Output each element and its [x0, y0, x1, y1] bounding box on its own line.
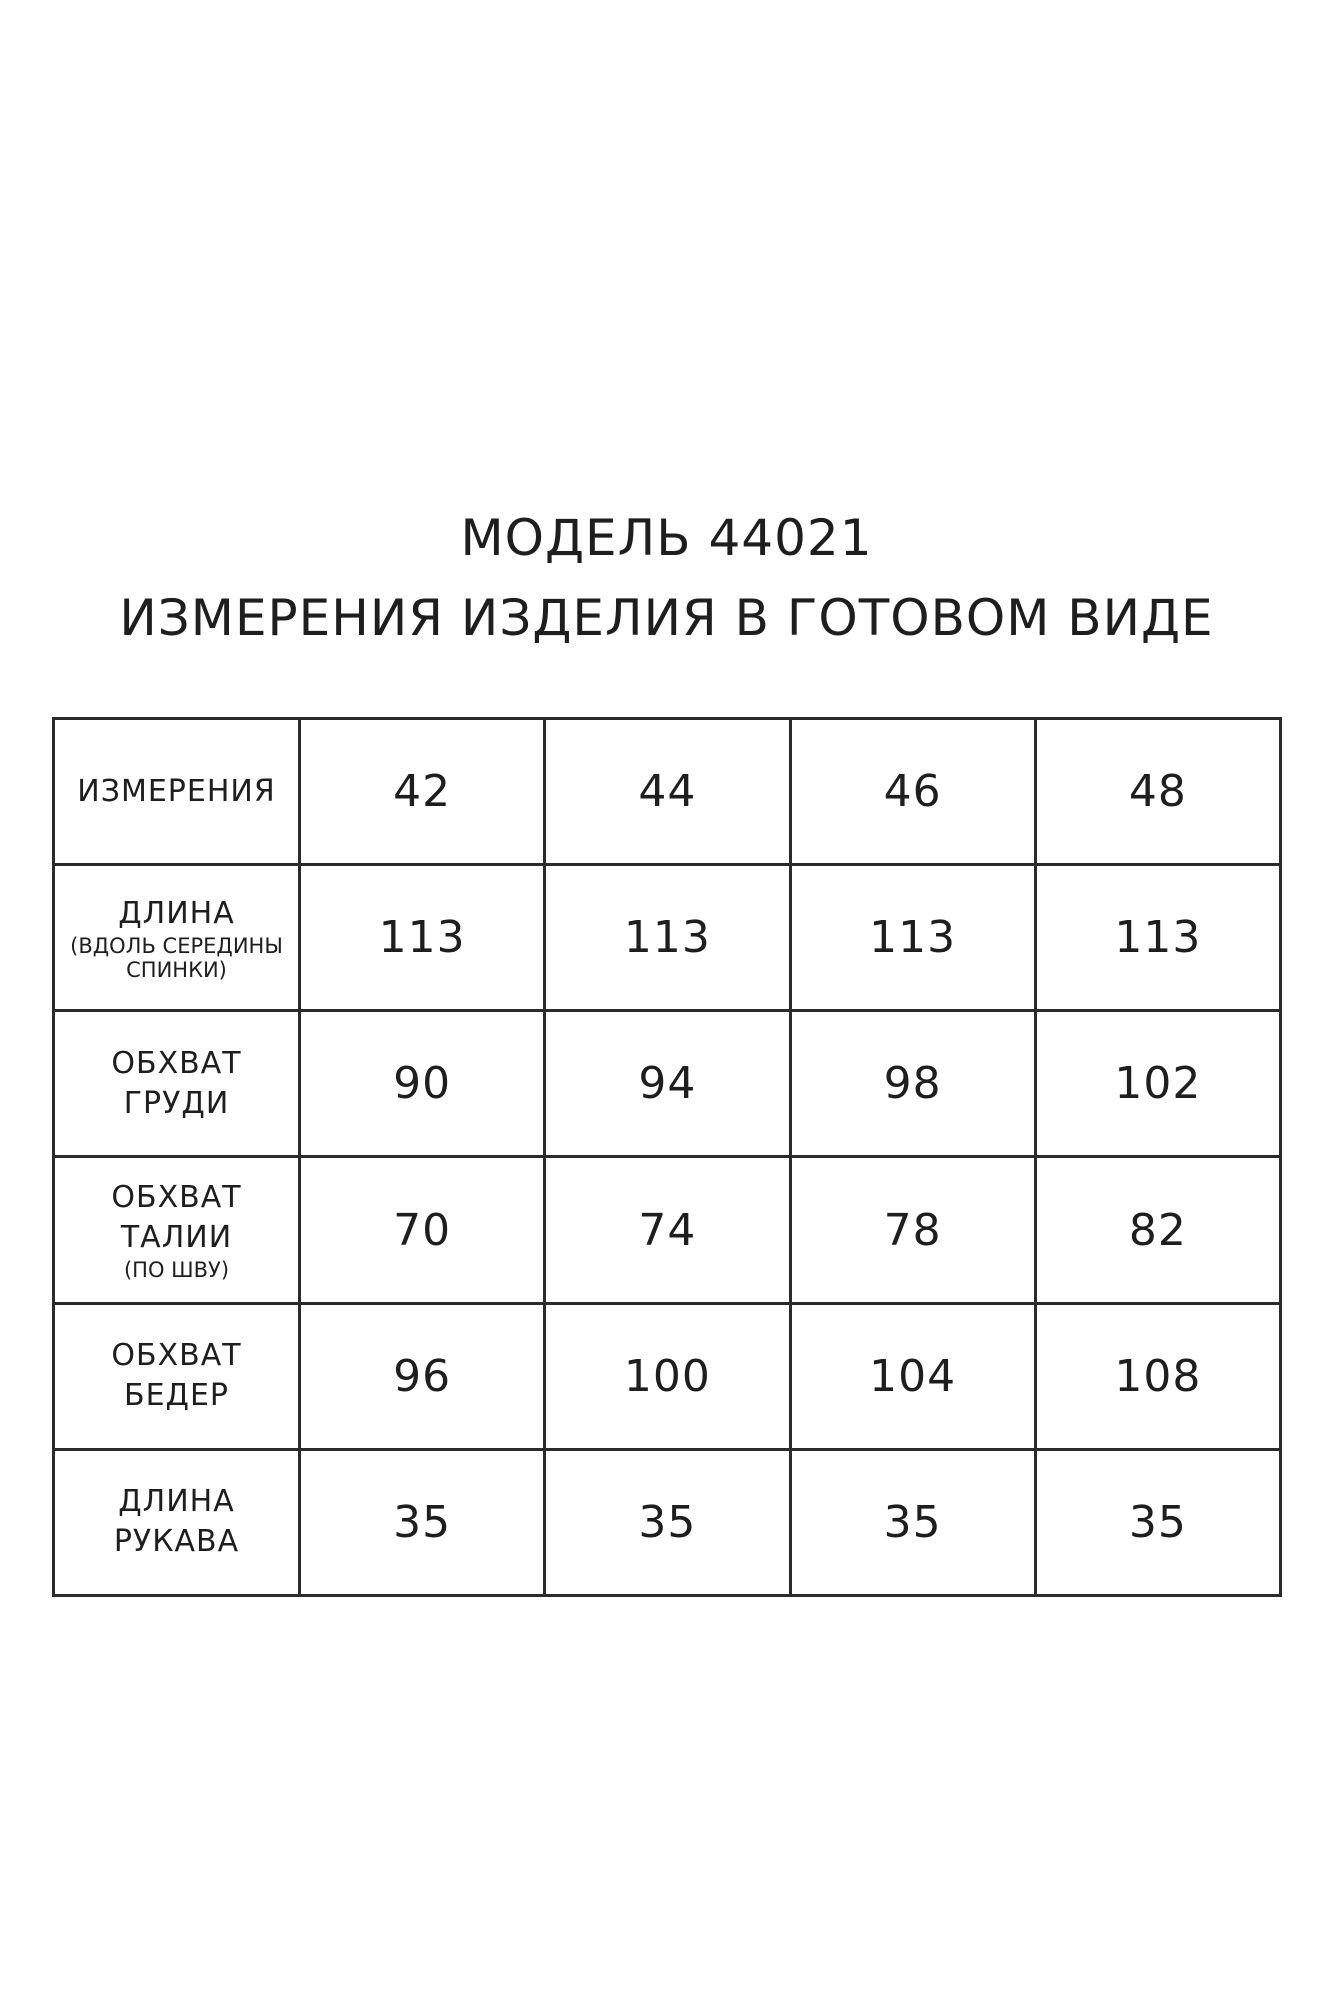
header-label-cell [54, 719, 300, 865]
table-row-chest [54, 1011, 1281, 1157]
size-48: 48 [1128, 766, 1187, 818]
cell-value: 100 [623, 1350, 711, 1402]
value-cell [545, 1303, 790, 1449]
table-row-waist [54, 1157, 1281, 1303]
model-title: МОДЕЛЬ 44021 [460, 509, 873, 567]
size-table [52, 717, 1282, 1597]
row-label-cell [54, 1449, 300, 1595]
header-label: ИЗМЕРЕНИЯ [77, 773, 276, 809]
size-44: 44 [638, 766, 697, 818]
cell-value: 113 [869, 912, 957, 964]
row-label: ГРУДИ [123, 1085, 230, 1121]
row-note: (ВДОЛЬ СЕРЕДИНЫ [70, 933, 283, 958]
row-label-cell [54, 1157, 300, 1303]
cell-value: 113 [1114, 912, 1202, 964]
cell-value: 35 [393, 1496, 452, 1548]
value-cell [545, 1157, 790, 1303]
row-label: ОБХВАТ [111, 1338, 242, 1374]
value-cell [300, 1303, 545, 1449]
title-block [0, 498, 1333, 658]
row-note: СПИНКИ) [126, 957, 227, 982]
value-cell [300, 865, 545, 1011]
value-cell [790, 865, 1035, 1011]
value-cell [790, 1449, 1035, 1595]
row-label: РУКАВА [113, 1524, 240, 1560]
size-42: 42 [393, 766, 452, 818]
cell-value: 98 [883, 1058, 942, 1110]
cell-value: 70 [393, 1204, 452, 1256]
cell-value: 82 [1128, 1204, 1187, 1256]
value-cell [300, 1449, 545, 1595]
row-label-cell [54, 1303, 300, 1449]
cell-value: 102 [1114, 1058, 1202, 1110]
value-cell [1035, 1157, 1280, 1303]
value-cell [790, 1157, 1035, 1303]
cell-value: 78 [883, 1204, 942, 1256]
cell-value: 35 [638, 1496, 697, 1548]
value-cell [300, 1157, 545, 1303]
size-cell [545, 719, 790, 865]
size-cell [1035, 719, 1280, 865]
table-row-length [54, 865, 1281, 1011]
value-cell [1035, 1303, 1280, 1449]
cell-value: 104 [869, 1350, 957, 1402]
row-label: ТАЛИИ [120, 1220, 233, 1256]
cell-value: 113 [378, 912, 466, 964]
row-label: ОБХВАТ [111, 1045, 242, 1081]
size-cell [300, 719, 545, 865]
row-label: БЕДЕР [123, 1378, 230, 1414]
row-label: ОБХВАТ [111, 1180, 242, 1216]
page-title: ИЗМЕРЕНИЯ ИЗДЕЛИЯ В ГОТОВОМ ВИДЕ [119, 589, 1214, 647]
row-note: (ПО ШВУ) [123, 1258, 230, 1283]
value-cell [1035, 865, 1280, 1011]
cell-value: 96 [393, 1350, 452, 1402]
table-header-row [54, 719, 1281, 865]
cell-value: 90 [393, 1058, 452, 1110]
cell-value: 94 [638, 1058, 697, 1110]
value-cell [300, 1011, 545, 1157]
cell-value: 35 [883, 1496, 942, 1548]
row-label-cell [54, 1011, 300, 1157]
size-46: 46 [883, 766, 942, 818]
row-label-cell [54, 865, 300, 1011]
value-cell [790, 1303, 1035, 1449]
row-label: ДЛИНА [118, 1484, 235, 1520]
value-cell [545, 865, 790, 1011]
size-cell [790, 719, 1035, 865]
table-row-sleeve [54, 1449, 1281, 1595]
cell-value: 113 [623, 912, 711, 964]
value-cell [545, 1449, 790, 1595]
value-cell [545, 1011, 790, 1157]
table-row-hips [54, 1303, 1281, 1449]
cell-value: 74 [638, 1204, 697, 1256]
value-cell [1035, 1449, 1280, 1595]
cell-value: 35 [1128, 1496, 1187, 1548]
row-label: ДЛИНА [118, 895, 235, 931]
cell-value: 108 [1114, 1350, 1202, 1402]
value-cell [790, 1011, 1035, 1157]
value-cell [1035, 1011, 1280, 1157]
